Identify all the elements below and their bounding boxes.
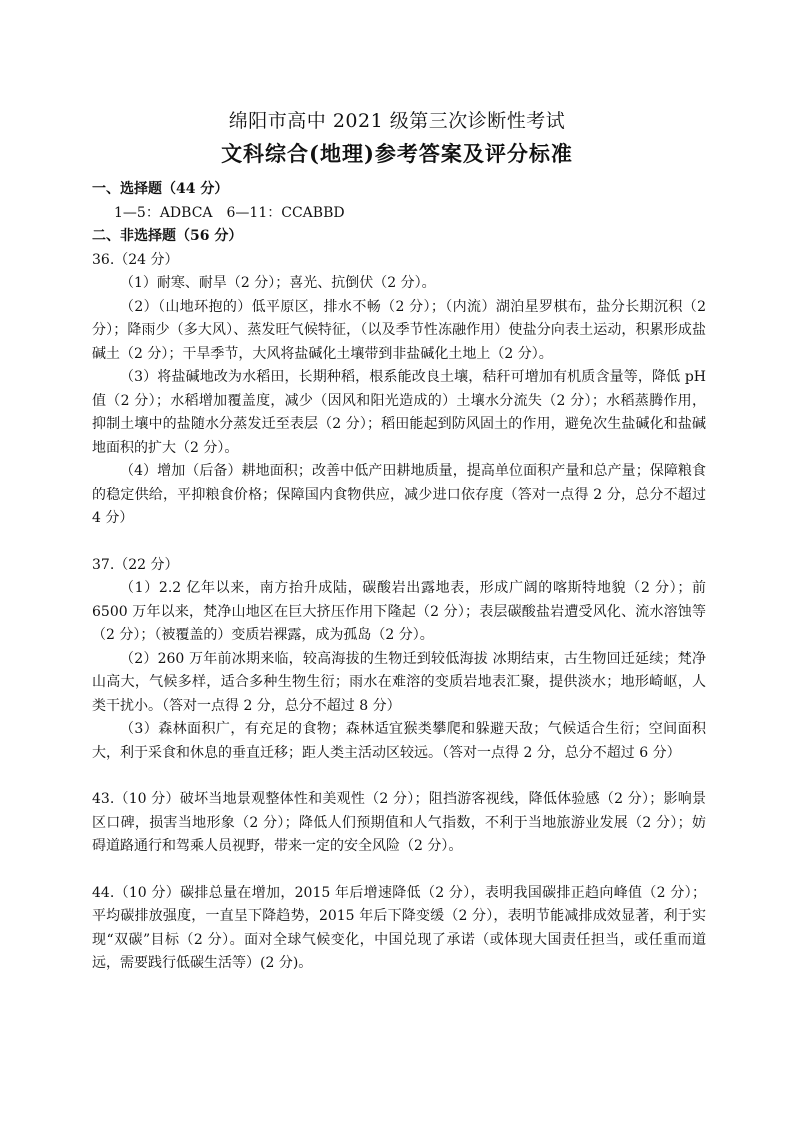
document-subtitle: 文科综合(地理)参考答案及评分标准 bbox=[221, 141, 573, 166]
section-choice-heading: 一、选择题（44 分） bbox=[92, 181, 229, 197]
spacer bbox=[92, 859, 706, 882]
spacer bbox=[92, 531, 706, 554]
answer-content bbox=[92, 178, 706, 976]
spacer bbox=[92, 765, 706, 788]
question-44: 44.（10 分）碳排总量在增加，2015 年后增速降低（2 分），表明我国碳排正趋向峰值（2 分）；平均碳排放强度，一直呈下降趋势，2015 年后下降变缓（2 分），表明节能减排成效显著，利于实现“双碳”目标（2 分）。面对全球气候变化，中国兑现了承诺（或体现大国责任担当，或任重而道远，需要践行低碳生活等）(2 分)。 bbox=[92, 884, 706, 971]
question-36-number: 36.（24 分） bbox=[92, 251, 179, 268]
question-37-number: 37.（22 分） bbox=[92, 556, 179, 573]
question-37-part-2: （2）260 万年前冰期来临，较高海拔的生物迁到较低海拔 冰期结束，古生物回迁延续；梵净山高大，气候多样，适合多种生物生衍；雨水在难溶的变质岩地表汇聚，提供淡水；地形崎岖，人类干扰小。（答对一点得 2 分，总分不超过 8 分） bbox=[92, 650, 706, 714]
question-36-part-4: （4）增加（后备）耕地面积；改善中低产田耕地质量，提高单位面积产量和总产量；保障粮食的稳定供给，平抑粮食价格；保障国内食物供应，减少进口依存度（答对一点得 2 分，总分不超过 4 分） bbox=[92, 463, 706, 526]
question-43: 43.（10 分）破坏当地景观整体性和美观性（2 分）；阻挡游客视线，降低体验感（2 分）；影响景区口碑，损害当地形象（2 分）；降低人们预期值和人气指数，不利于当地旅游业发展（2 分）；妨碍道路通行和驾乘人员视野，带来一定的安全风险（2 分）。 bbox=[92, 791, 706, 854]
question-36-part-1: （1）耐寒、耐旱（2 分）；喜光、抗倒伏（2 分）。 bbox=[120, 275, 436, 291]
question-36-part-3: （3）将盐碱地改为水稻田，长期种稻，根系能改良土壤，秸秆可增加有机质含量等，降低 pH 值（2 分）；水稻增加覆盖度，减少（因风和阳光造成的）土壤水分流失（2 分）；水稻蒸腾作用，抑制土壤中的盐随水分蒸发迁至表层（2 分）；稻田能起到防风固土的作用，避免次生盐碱化和盐碱地面积的扩大（2 分）。 bbox=[92, 369, 706, 456]
question-36-part-2: （2）（山地环抱的）低平原区，排水不畅（2 分）；（内流）湖泊星罗棋布，盐分长期沉积（2 分）；降雨少（多大风）、蒸发旺气候特征，（以及季节性冻融作用）使盐分向表土运动，积累形成盐碱土（2 分）；干旱季节，大风将盐碱化土壤带到非盐碱化土地上（2 分）。 bbox=[92, 298, 706, 362]
choice-answers: 1—5：ADBCA 6—11：CCABBD bbox=[114, 204, 345, 221]
question-37-part-3: （3）森林面积广，有充足的食物；森林适宜猴类攀爬和躲避天敌；气候适合生衍；空间面积大，利于采食和休息的垂直迁移；距人类主活动区较远。（答对一点得 2 分，总分不超过 6 分） bbox=[92, 721, 706, 761]
document-title: 绵阳市高中 2021 级第三次诊断性考试 bbox=[228, 110, 566, 132]
question-37-part-1: （1）2.2 亿年以来，南方抬升成陆，碳酸岩出露地表，形成广阔的喀斯特地貌（2 分）；前 6500 万年以来，梵净山地区在巨大挤压作用下隆起（2 分）；表层碳酸盐岩遭受风化、流水溶蚀等（2 分）；（被覆盖的）变质岩裸露，成为孤岛（2 分）。 bbox=[92, 580, 706, 643]
section-nonchoice-heading: 二、非选择题（56 分） bbox=[92, 228, 243, 244]
